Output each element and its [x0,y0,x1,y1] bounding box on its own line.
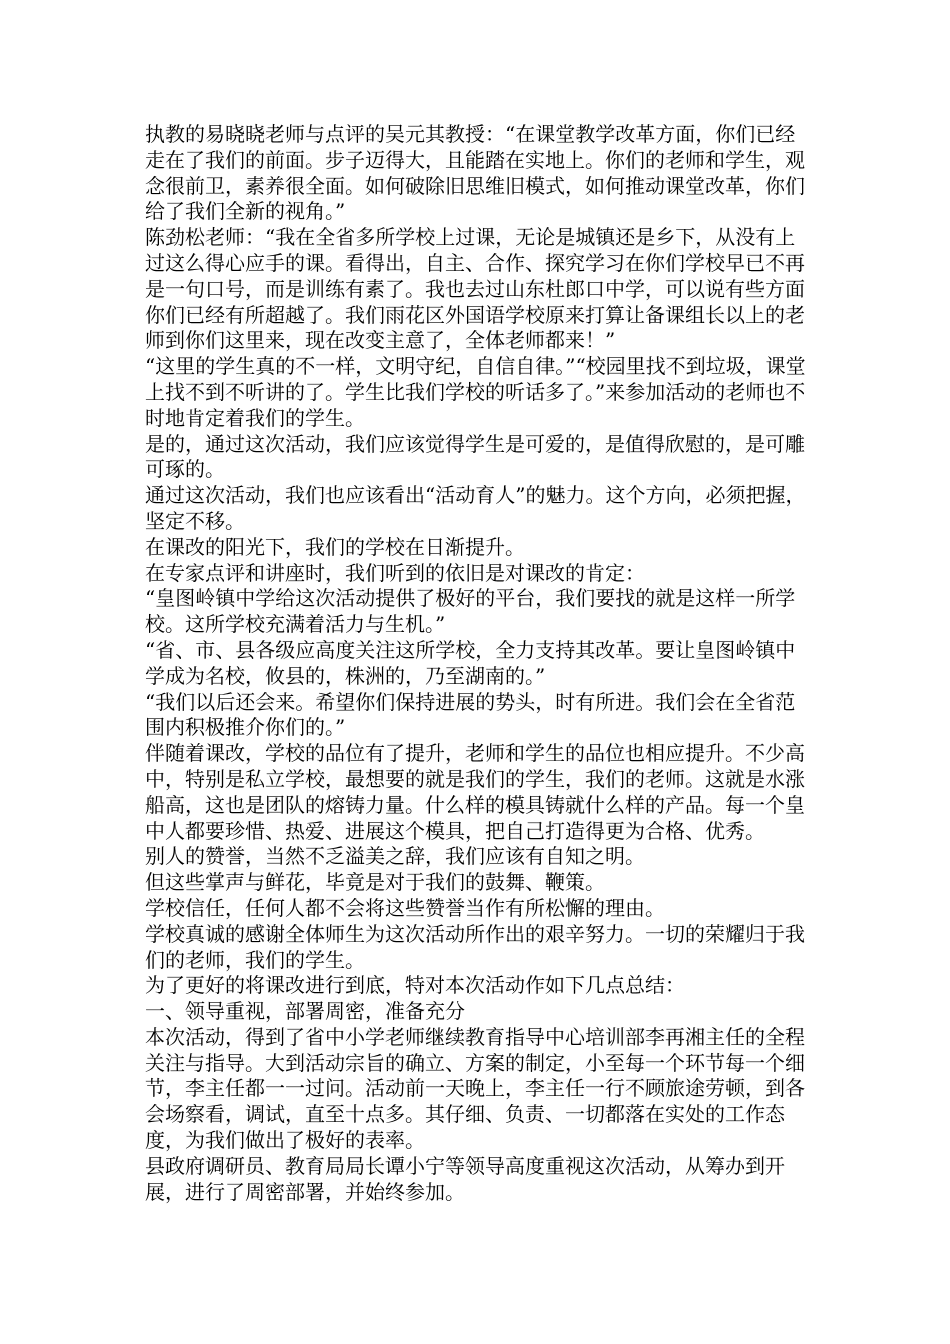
paragraph: 学校信任，任何人都不会将这些赞誉当作有所松懈的理由。 [145,895,665,920]
paragraph: “皇图岭镇中学给这次活动提供了极好的平台，我们要找的就是这样一所学校。这所学校充满着活力与生机。” [145,586,796,637]
document-page [145,122,810,1205]
paragraph: 学校真诚的感谢全体师生为这次活动所作出的艰辛努力。一切的荣耀归于我们的老师，我们的学生。 [145,921,805,972]
paragraph: 本次活动，得到了省中小学老师继续教育指导中心培训部李再湘主任的全程关注与指导。大到活动宗旨的确立、方案的制定，小至每一个环节每一个细节，李主任都一一过问。活动前一天晚上，李主任一行不顾旅途劳顿，到各会场察看，调试，直至十点多。其仔细、负责、一切都落在实处的工作态度，为我们做出了极好的表率。 [145,1024,805,1153]
paragraph: 陈劲松老师：“我在全省多所学校上过课，无论是城镇还是乡下，从没有上过这么得心应手的课。看得出，自主、合作、探究学习在你们学校早已不再是一句口号，而是训练有素了。我也去过山东杜郎口中学，可以说有些方面你们已经有所超越了。我们雨花区外国语学校原来打算让备课组长以上的老师到你们这里来，现在改变主意了，全体老师都来！” [145,225,805,353]
paragraph: 在课改的阳光下，我们的学校在日渐提升。 [145,534,525,559]
paragraph: 是的，通过这次活动，我们应该觉得学生是可爱的，是值得欣慰的，是可雕可琢的。 [145,431,805,482]
paragraph: 在专家点评和讲座时，我们听到的依旧是对课改的肯定： [145,560,645,585]
paragraph: 执教的易晓晓老师与点评的吴元其教授：“在课堂教学改革方面，你们已经走在了我们的前面。步子迈得大，且能踏在实地上。你们的老师和学生，观念很前卫，素养很全面。如何破除旧思维旧模式，如何推动课堂改革，你们给了我们全新的视角。” [145,122,805,224]
paragraph: 通过这次活动，我们也应该看出“活动育人”的魅力。这个方向，必须把握，坚定不移。 [145,483,806,533]
paragraph: 但这些掌声与鲜花，毕竟是对于我们的鼓舞、鞭策。 [145,870,605,895]
paragraph: “我们以后还会来。希望你们保持进展的势头，时有所进。我们会在全省范围内积极推介你们的。” [145,689,796,740]
section-heading: 一、领导重视，部署周密，准备充分 [145,999,465,1024]
paragraph: 为了更好的将课改进行到底，特对本次活动作如下几点总结： [145,973,685,998]
paragraph: 伴随着课改，学校的品位有了提升，老师和学生的品位也相应提升。不少高中，特别是私立学校，最想要的就是我们的学生，我们的老师。这就是水涨船高，这也是团队的熔铸力量。什么样的模具铸就什么样的产品。每一个皇中人都要珍惜、热爱、进展这个模具，把自己打造得更为合格、优秀。 [145,741,805,843]
paragraph: “这里的学生真的不一样，文明守纪，自信自律。”“校园里找不到垃圾，课堂上找不到不听讲的了。学生比我们学校的听话多了。”来参加活动的老师也不时地肯定着我们的学生。 [145,354,806,430]
paragraph: “省、市、县各级应高度关注这所学校，全力支持其改革。要让皇图岭镇中学成为名校，攸县的，株洲的，乃至湖南的。” [145,637,796,688]
paragraph: 县政府调研员、教育局局长谭小宁等领导高度重视这次活动，从筹办到开展，进行了周密部署，并始终参加。 [145,1153,785,1204]
paragraph: 别人的赞誉，当然不乏溢美之辞，我们应该有自知之明。 [145,844,645,869]
